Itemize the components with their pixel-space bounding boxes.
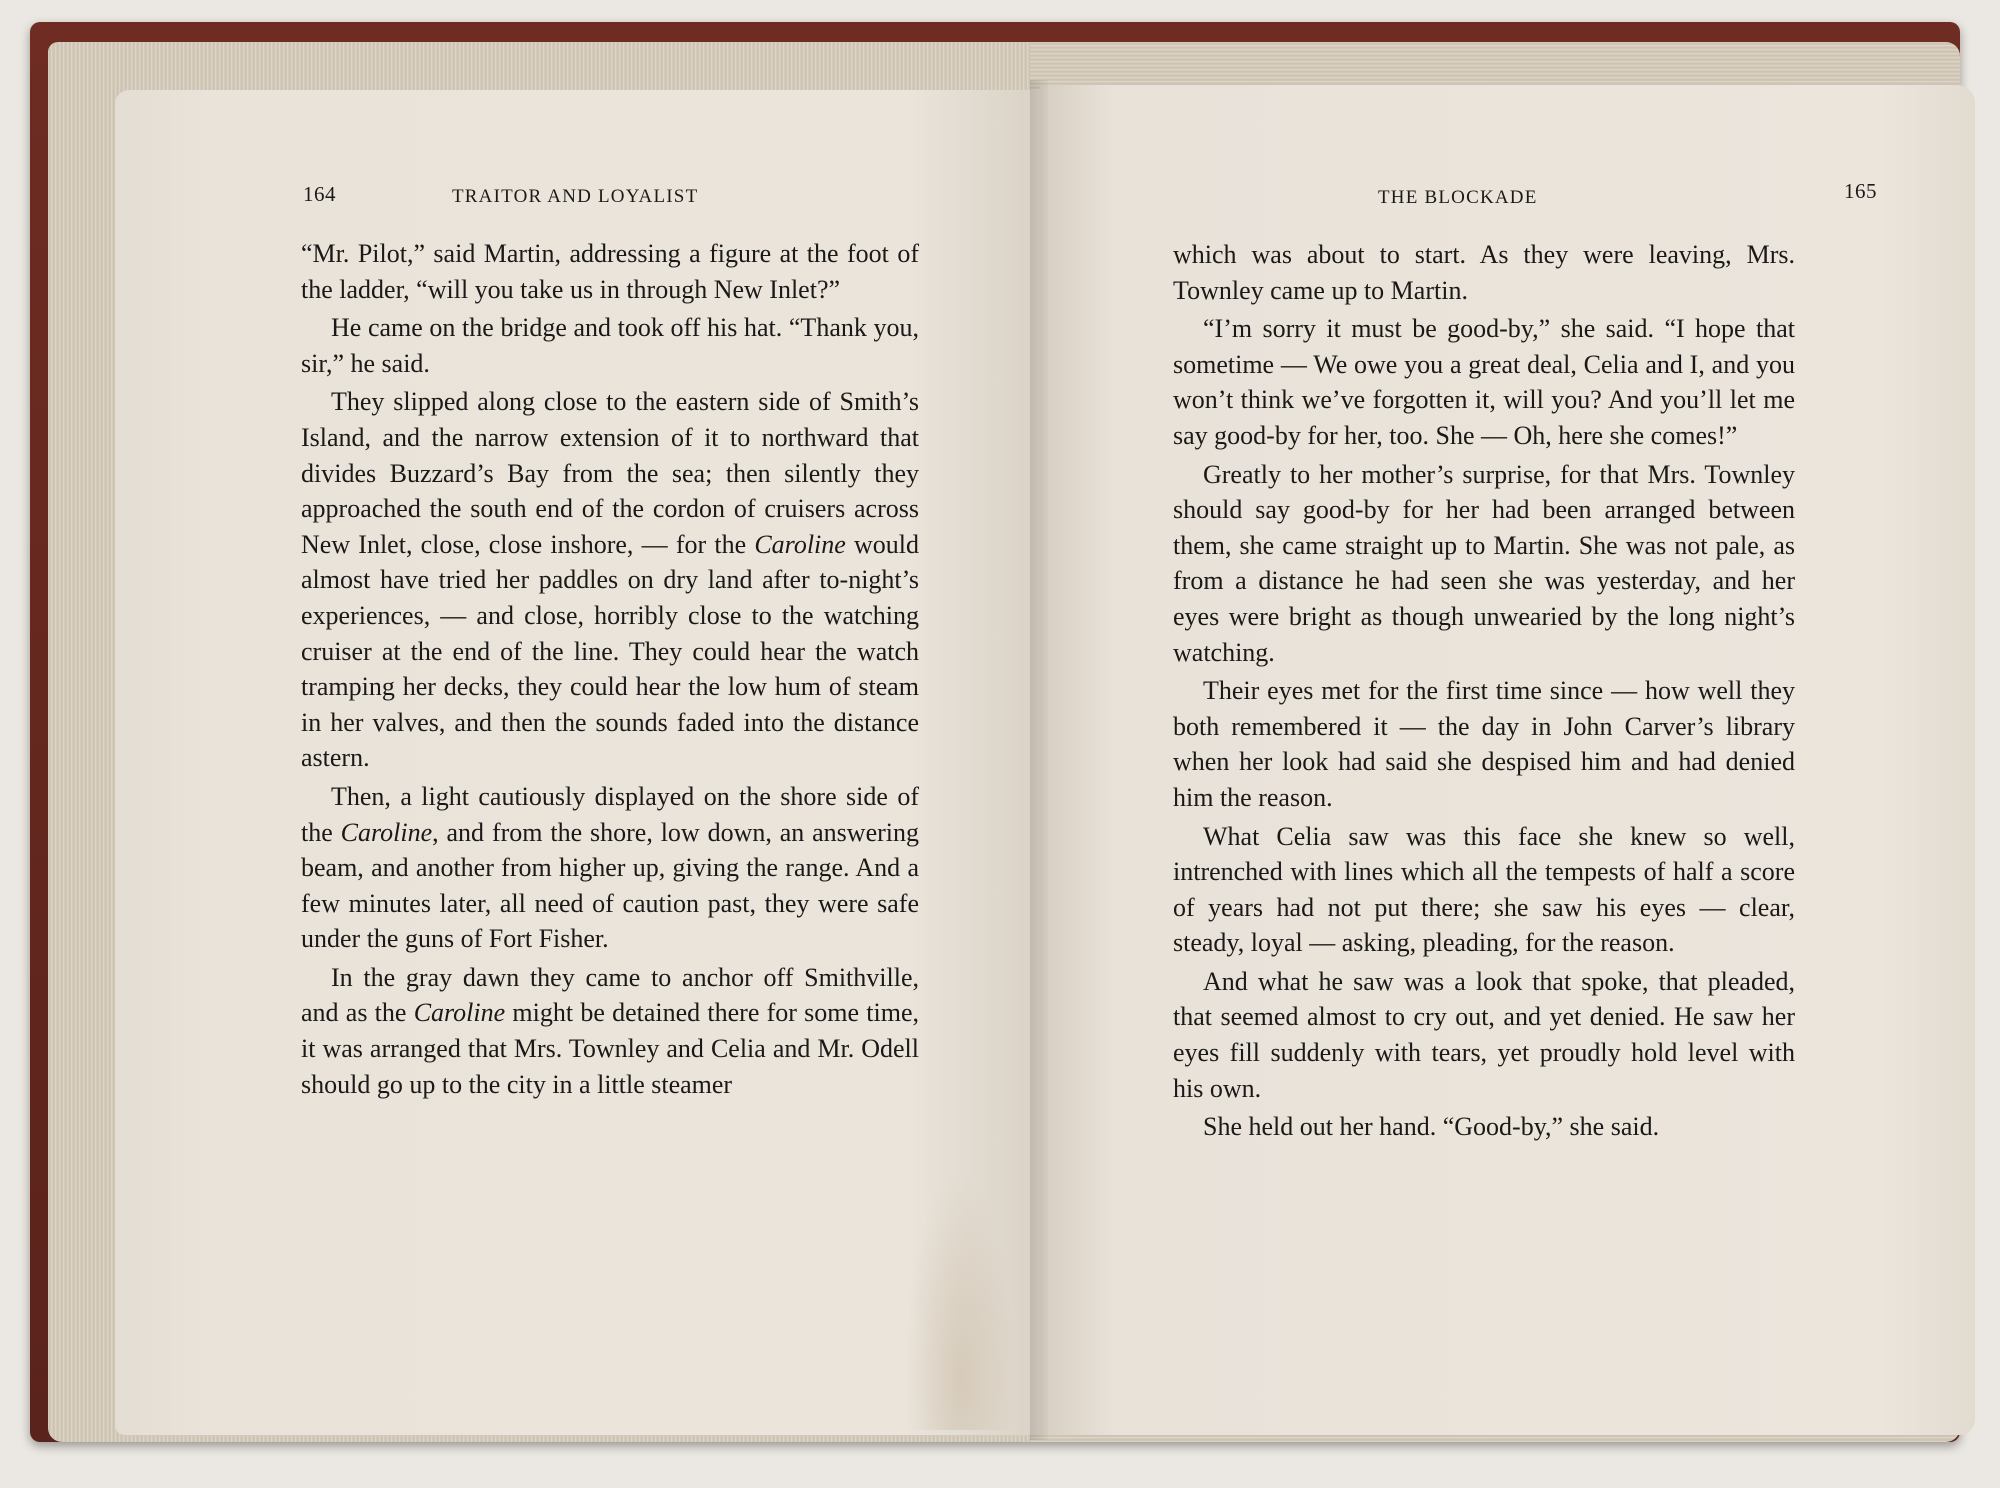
paragraph: Their eyes met for the first time since — how well they both remembered it — the day in John Carver’s library when her look had said she despised him and had denied him the reason. [1173, 676, 1795, 812]
paragraph: Greatly to her mother’s surprise, for that Mrs. Townley should say good-by for her had been arranged between them, she came straight up to Martin. She was not pale, as from a distance he had seen she was yesterday, and her eyes were bright as though unwearied by the long night’s watching. [1173, 459, 1795, 667]
paragraph: which was about to start. As they were leaving, Mrs. Townley came up to Martin. [1173, 240, 1795, 305]
paragraph: “Mr. Pilot,” said Martin, addressing a figure at the foot of the ladder, “will you take us in through New Inlet?” [301, 239, 919, 304]
paragraph: She held out her hand. “Good-by,” she said. [1203, 1112, 1660, 1142]
paragraph: Then, a light cautiously displayed on the shore side of the Caroline, and from the shore, low down, an answering beam, and another from higher up, giving the range. And a few minutes later, all need of caution past, they were safe under the guns of Fort Fisher. [301, 781, 920, 954]
left-page-number: 164 [303, 182, 336, 206]
right-page-text [1173, 237, 1795, 1148]
paragraph: He came on the bridge and took off his hat. “Thank you, sir,” he said. [301, 313, 919, 378]
right-page-header [1040, 179, 1975, 213]
paragraph: “I’m sorry it must be good-by,” she said. “I hope that sometime — We owe you a great deal, Celia and I, and you won’t think we’ve forgotten it, will you? And you’ll let me say good-by for her, too. She — Oh, here she comes!” [1173, 314, 1795, 450]
left-running-head: TRAITOR AND LOYALIST [452, 186, 699, 207]
right-page-number: 165 [1844, 179, 1877, 203]
water-stain [905, 1170, 1015, 1430]
left-page-header [115, 182, 1045, 212]
book-gutter [1030, 80, 1048, 1440]
right-page [1040, 85, 1975, 1435]
paragraph: They slipped along close to the eastern side of Smith’s Island, and the narrow extension of it to northward that divides Buzzard’s Bay from the sea; then silently they approached the south end of the cordon of cruisers across New Inlet, close, close inshore, — for the Caroline would almost have tried her paddles on dry land after to-night’s experiences, — and close, horribly close to the watching cruiser at the end of the line. They could hear the watch tramping her decks, they could hear the low hum of steam in her valves, and then the sounds faded into the distance astern. [301, 387, 920, 773]
paragraph: And what he saw was a look that spoke, that pleaded, that seemed almost to cry out, and yet denied. He saw her eyes fill suddenly with tears, yet proudly hold level with his own. [1173, 966, 1795, 1103]
paragraph: What Celia saw was this face she knew so well, intrenched with lines which all the tempests of half a score of years had not put there; she saw his eyes — clear, steady, loyal — asking, pleading, for the reason. [1173, 821, 1795, 958]
paragraph: In the gray dawn they came to anchor off Smithville, and as the Caroline might be detained there for some time, it was arranged that Mrs. Townley and Celia and Mr. Odell should go up to the city in a little steamer [301, 962, 919, 1099]
left-page-text [301, 236, 919, 1105]
right-running-head: THE BLOCKADE [1378, 187, 1538, 208]
